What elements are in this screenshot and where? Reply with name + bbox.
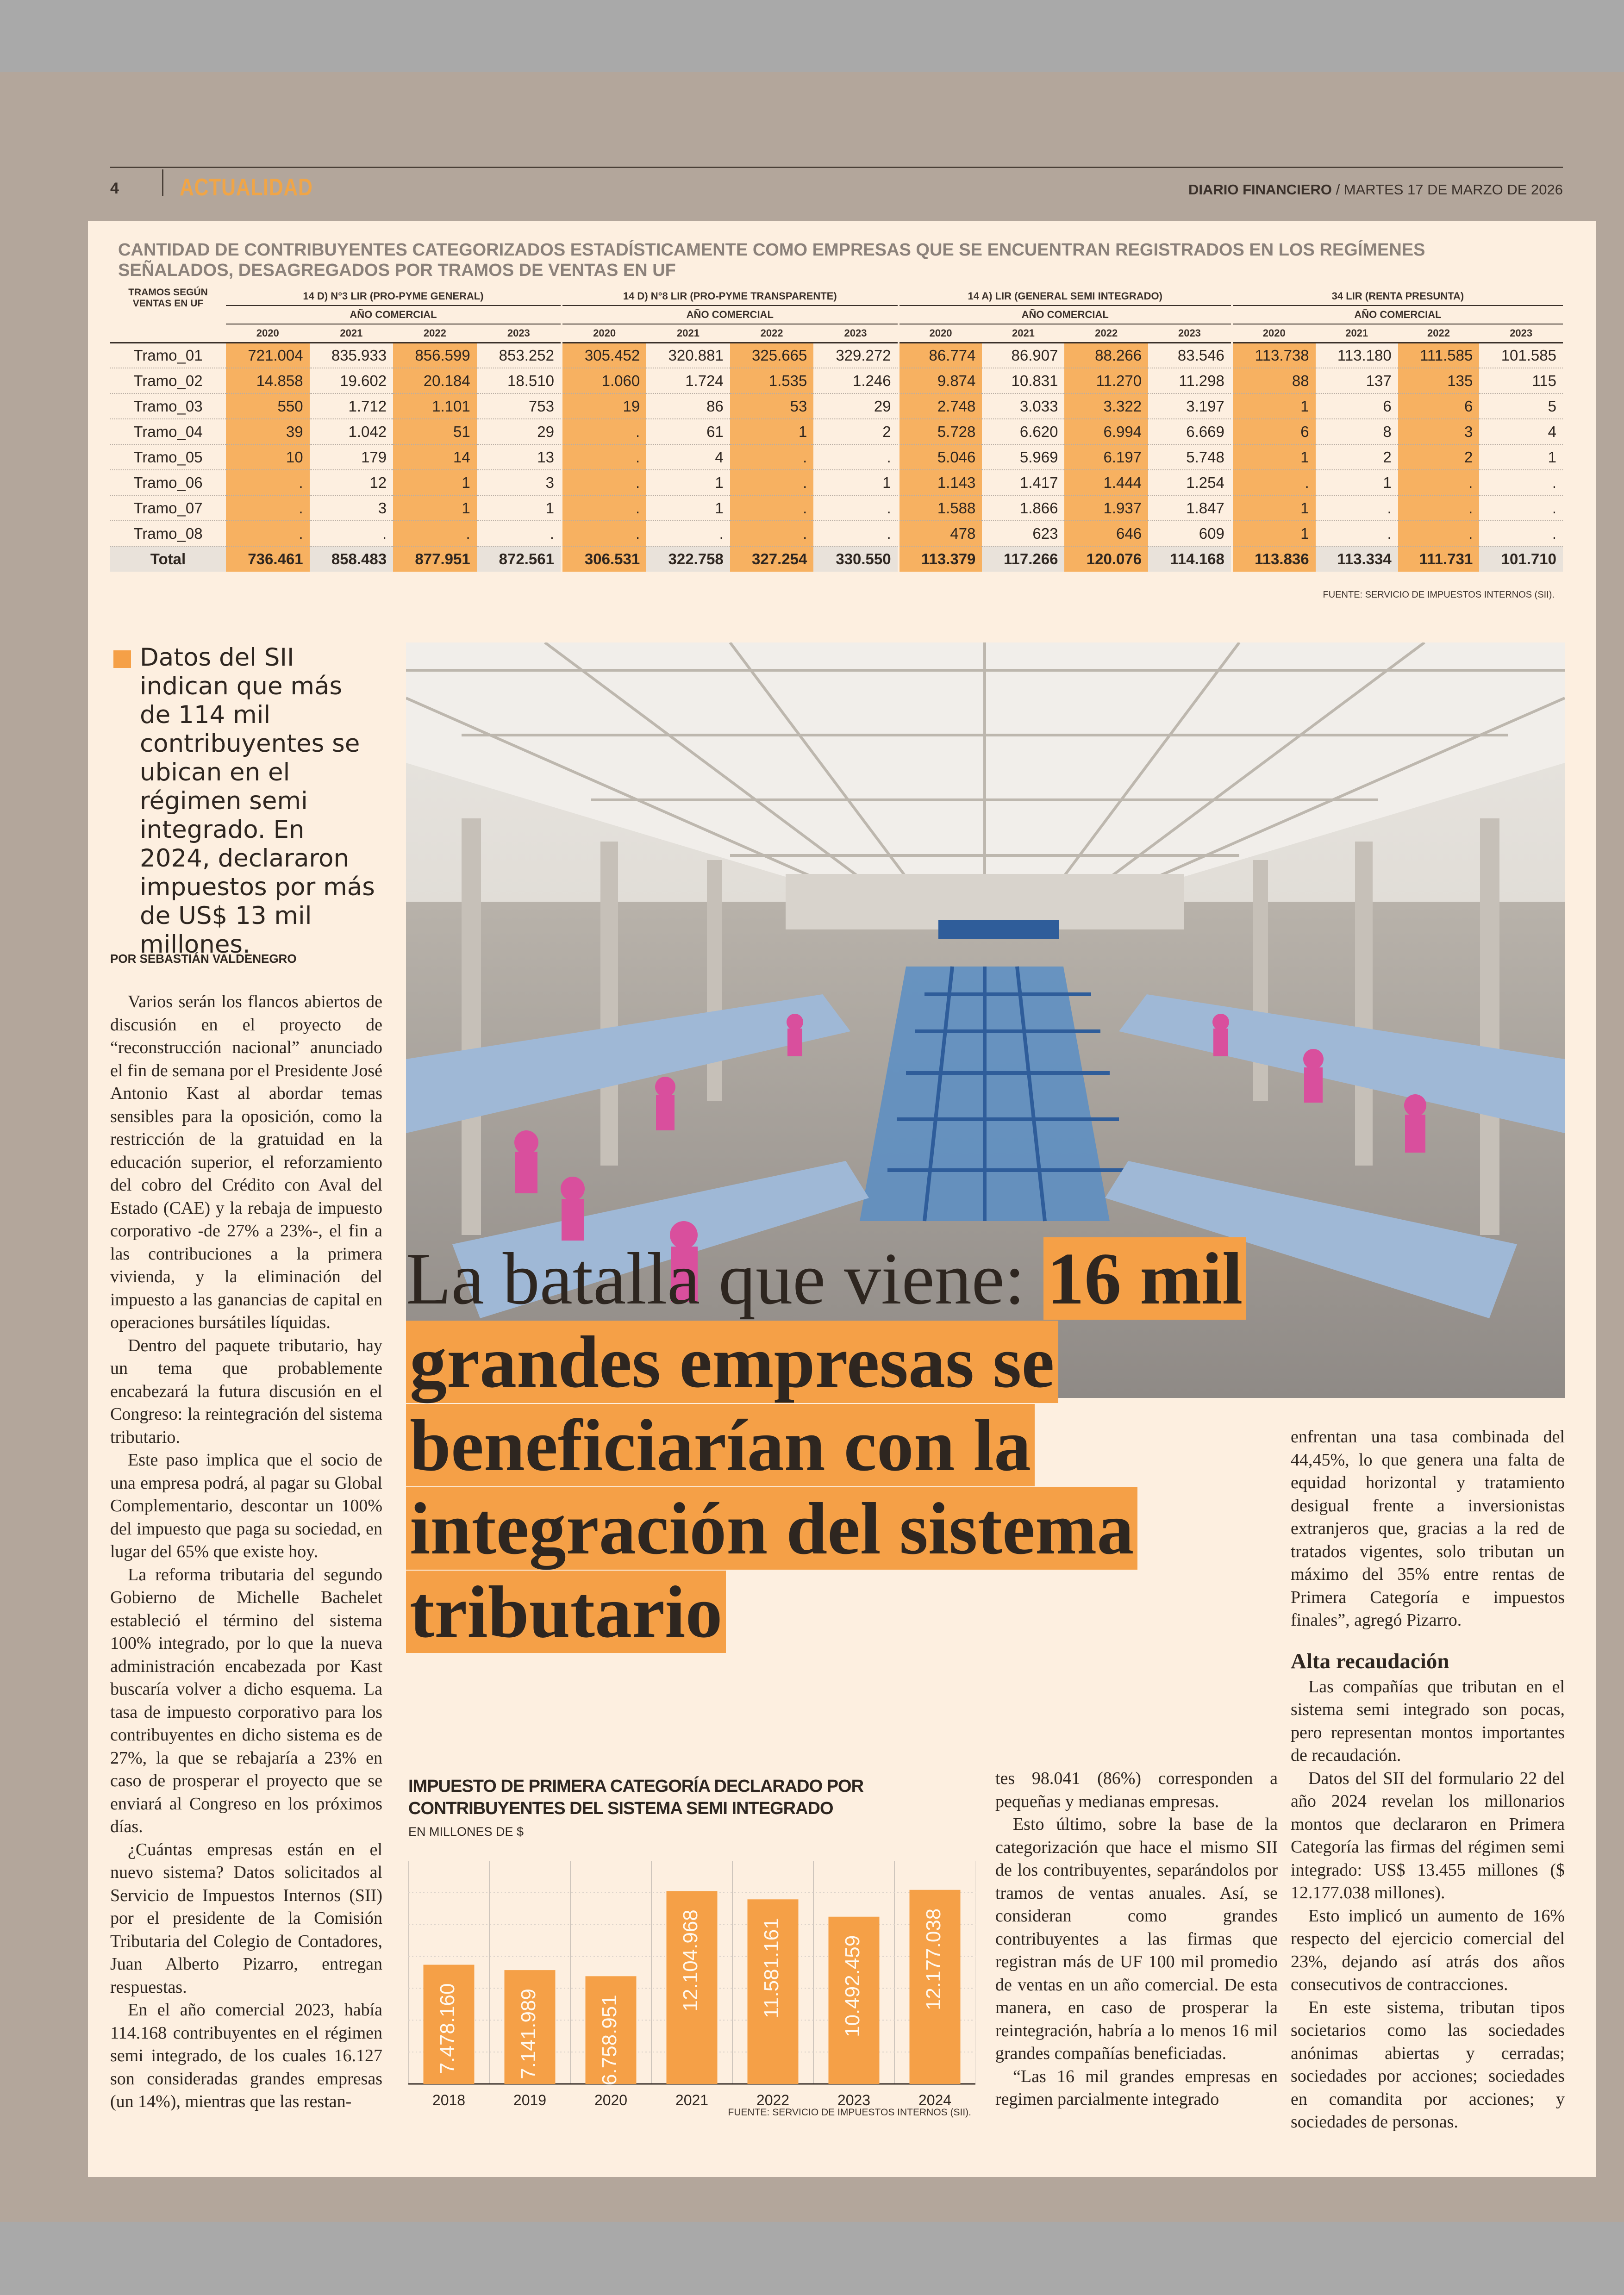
table-cell: 1 bbox=[1232, 495, 1316, 521]
row-header: TRAMOS SEGÚN VENTAS EN UF bbox=[110, 287, 226, 343]
table-cell: 6 bbox=[1398, 393, 1480, 419]
table-row bbox=[110, 444, 1563, 470]
paragraph: enfrentan una tasa combinada del 44,45%, lo que genera una falta de equidad horizontal y tratamiento desigual frente a inversionistas extranjeros que, gracias a la red de tratados vigentes, solo tributan un máximo del 35% entre rentas de Primera Categoría e impuestos finales”, agregó Pizarro. bbox=[1291, 1427, 1565, 1630]
table-cell: 9.874 bbox=[899, 368, 982, 393]
x-tick-label: 2022 bbox=[756, 2092, 790, 2108]
table-cell: . bbox=[1398, 495, 1480, 521]
year-header: 2022 bbox=[1398, 324, 1480, 343]
table-cell: 117.266 bbox=[982, 546, 1064, 572]
table-cell: 8 bbox=[1316, 419, 1398, 444]
table-cell: 2 bbox=[813, 419, 898, 444]
headline-highlight: 16 mil grandes empresas se beneficiarían con la integración del sistema tributario bbox=[406, 1237, 1246, 1653]
table-cell: . bbox=[1316, 495, 1398, 521]
table-cell: 325.665 bbox=[730, 343, 814, 368]
table-cell: 114.168 bbox=[1148, 546, 1232, 572]
table-cell: 18.510 bbox=[477, 368, 562, 393]
row-label: Tramo_05 bbox=[110, 444, 226, 470]
year-header: 2022 bbox=[1064, 324, 1148, 343]
table-cell: 623 bbox=[982, 521, 1064, 546]
table-cell: 6.620 bbox=[982, 419, 1064, 444]
table-cell: 2 bbox=[1316, 444, 1398, 470]
table-cell: 1 bbox=[1232, 521, 1316, 546]
table-cell: 856.599 bbox=[393, 343, 477, 368]
table-cell: 1.254 bbox=[1148, 470, 1232, 495]
x-tick-label: 2024 bbox=[918, 2092, 952, 2108]
table-cell: 322.758 bbox=[646, 546, 730, 572]
table-cell: 1 bbox=[813, 470, 898, 495]
table-cell: 753 bbox=[477, 393, 562, 419]
table-cell: 1.847 bbox=[1148, 495, 1232, 521]
table-cell: 5.969 bbox=[982, 444, 1064, 470]
table-cell: 306.531 bbox=[562, 546, 646, 572]
row-label: Tramo_06 bbox=[110, 470, 226, 495]
table-row bbox=[110, 419, 1563, 444]
year-header: 2022 bbox=[730, 324, 814, 343]
year-group-label: AÑO COMERCIAL bbox=[1232, 306, 1563, 324]
row-label: Tramo_04 bbox=[110, 419, 226, 444]
table-cell: 3.322 bbox=[1064, 393, 1148, 419]
row-label: Tramo_03 bbox=[110, 393, 226, 419]
year-group-label: AÑO COMERCIAL bbox=[562, 306, 899, 324]
bar-value-label: 6.758.951 bbox=[598, 1995, 621, 2086]
table-row bbox=[110, 368, 1563, 393]
section-name: ACTUALIDAD bbox=[180, 174, 313, 201]
chart-subtitle: EN MILLONES DE $ bbox=[408, 1825, 524, 1839]
x-tick-label: 2018 bbox=[432, 2092, 466, 2108]
table-cell: . bbox=[730, 521, 814, 546]
table-cell: 6.197 bbox=[1064, 444, 1148, 470]
table-cell: 478 bbox=[899, 521, 982, 546]
year-header: 2021 bbox=[982, 324, 1064, 343]
table-cell: 3 bbox=[477, 470, 562, 495]
table-cell: . bbox=[1479, 521, 1563, 546]
group-header: 34 LIR (RENTA PRESUNTA) bbox=[1232, 287, 1563, 306]
publication-date: / MARTES 17 DE MARZO DE 2026 bbox=[1331, 181, 1563, 198]
year-header: 2021 bbox=[1316, 324, 1398, 343]
table-cell: . bbox=[562, 444, 646, 470]
table-cell: 111.585 bbox=[1398, 343, 1480, 368]
table-cell: 2 bbox=[1398, 444, 1480, 470]
bar-value-label: 7.141.989 bbox=[517, 1989, 540, 2079]
table-cell: 329.272 bbox=[813, 343, 898, 368]
paragraph: En el año comercial 2023, había 114.168 contribuyentes en el régimen semi integrado, de los cuales 16.127 son consideradas grandes empresas (un 14%), mientras que las restan- bbox=[110, 2000, 382, 2111]
table-cell: 1 bbox=[1316, 470, 1398, 495]
table-cell: 113.180 bbox=[1316, 343, 1398, 368]
paragraph: ¿Cuántas empresas están en el nuevo sistema? Datos solicitados al Servicio de Impuestos Internos (SII) por el presidente de la Comisión Tributaria del Colegio de Contadores, Juan Alberto Pizarro, entregan respuestas. bbox=[110, 1840, 382, 1997]
table-cell: 29 bbox=[477, 419, 562, 444]
table-cell: 1.444 bbox=[1064, 470, 1148, 495]
paragraph: En este sistema, tributan tipos societarios como las sociedades anónimas abiertas y cerradas; sociedades por acciones; sociedades en comandita por acciones; y sociedades de personas. bbox=[1291, 1997, 1565, 2132]
table-cell: 6 bbox=[1232, 419, 1316, 444]
table-cell: 113.738 bbox=[1232, 343, 1316, 368]
table-cell: 86.907 bbox=[982, 343, 1064, 368]
table-cell: 550 bbox=[226, 393, 310, 419]
table-row bbox=[110, 393, 1563, 419]
table-cell: . bbox=[1479, 470, 1563, 495]
paragraph: “Las 16 mil grandes empresas en regimen parcialmente integrado bbox=[995, 2066, 1278, 2109]
table-cell: . bbox=[393, 521, 477, 546]
table-cell: 1.042 bbox=[310, 419, 394, 444]
paragraph: Esto implicó un aumento de 16% respecto del ejercicio comercial del 23%, dejando así atrás dos años consecutivos de contracciones. bbox=[1291, 1906, 1565, 1994]
paragraph: tes 98.041 (86%) corresponden a pequeñas y medianas empresas. bbox=[995, 1769, 1278, 1811]
table-cell: 736.461 bbox=[226, 546, 310, 572]
paragraph: Este paso implica que el socio de una empresa podrá, al pagar su Global Complementario, descontar un 100% del impuesto que paga su sociedad, en lugar del 65% que existe hoy. bbox=[110, 1450, 382, 1561]
table-cell: . bbox=[1398, 470, 1480, 495]
table-cell: 327.254 bbox=[730, 546, 814, 572]
table-cell: 853.252 bbox=[477, 343, 562, 368]
table-cell: 3.197 bbox=[1148, 393, 1232, 419]
table-cell: . bbox=[813, 521, 898, 546]
table-cell: 20.184 bbox=[393, 368, 477, 393]
table-cell: 1.724 bbox=[646, 368, 730, 393]
table-cell: 1.866 bbox=[982, 495, 1064, 521]
table-cell: 113.836 bbox=[1232, 546, 1316, 572]
masthead bbox=[1188, 181, 1563, 198]
table-cell: 1 bbox=[646, 495, 730, 521]
paragraph: La reforma tributaria del segundo Gobierno de Michelle Bachelet estableció el término del sistema 100% integrado, por lo que la nueva administración encabezada por Kast buscaría volver a dicho esquema. La tasa de impuesto corporativo para los contribuyentes en dicho sistema es de 27%, la que se rebajaría a 23% en caso de prosperar el proyecto que se enviará al Congreso en los próximos días. bbox=[110, 1565, 382, 1836]
viewer-bottom-bar bbox=[0, 2222, 1624, 2295]
year-group-label: AÑO COMERCIAL bbox=[899, 306, 1232, 324]
year-header: 2020 bbox=[562, 324, 646, 343]
publication-name: DIARIO FINANCIERO bbox=[1188, 181, 1332, 198]
group-header: 14 D) N°3 LIR (PRO-PYME GENERAL) bbox=[226, 287, 562, 306]
bar-value-label: 11.581.161 bbox=[760, 1918, 783, 2019]
table-cell: . bbox=[730, 470, 814, 495]
table-cell: 51 bbox=[393, 419, 477, 444]
table-cell: 5.728 bbox=[899, 419, 982, 444]
table-cell: 61 bbox=[646, 419, 730, 444]
table-cell: . bbox=[1398, 521, 1480, 546]
table-cell: . bbox=[813, 444, 898, 470]
table-cell: 4 bbox=[646, 444, 730, 470]
table-cell: 6 bbox=[1316, 393, 1398, 419]
table-cell: 1.535 bbox=[730, 368, 814, 393]
table-cell: 4 bbox=[1479, 419, 1563, 444]
table-cell: 11.298 bbox=[1148, 368, 1232, 393]
year-header: 2020 bbox=[1232, 324, 1316, 343]
row-label: Total bbox=[110, 546, 226, 572]
table-cell: 3 bbox=[310, 495, 394, 521]
table-cell: . bbox=[477, 521, 562, 546]
x-tick-label: 2023 bbox=[837, 2092, 871, 2108]
table-cell: 1 bbox=[1479, 444, 1563, 470]
headline bbox=[406, 1237, 1276, 1653]
table-cell: 5 bbox=[1479, 393, 1563, 419]
table-cell: 19.602 bbox=[310, 368, 394, 393]
table-cell: 1.417 bbox=[982, 470, 1064, 495]
table-cell: 86 bbox=[646, 393, 730, 419]
header-rule bbox=[110, 167, 1563, 168]
table-row bbox=[110, 470, 1563, 495]
table-cell: 646 bbox=[1064, 521, 1148, 546]
group-header: 14 A) LIR (GENERAL SEMI INTEGRADO) bbox=[899, 287, 1232, 306]
tax-bar-chart bbox=[408, 1856, 975, 2125]
table-cell: 3.033 bbox=[982, 393, 1064, 419]
body-column-3 bbox=[995, 1767, 1278, 2111]
table-cell: . bbox=[813, 495, 898, 521]
year-group-label: AÑO COMERCIAL bbox=[226, 306, 562, 324]
table-cell: 13 bbox=[477, 444, 562, 470]
table-cell: 1.712 bbox=[310, 393, 394, 419]
table-cell: 86.774 bbox=[899, 343, 982, 368]
table-cell: . bbox=[226, 470, 310, 495]
year-header: 2021 bbox=[646, 324, 730, 343]
bar-value-label: 7.478.160 bbox=[436, 1983, 459, 2074]
bar-value-label: 12.104.968 bbox=[679, 1909, 702, 2012]
table-cell: 39 bbox=[226, 419, 310, 444]
table-cell: 1 bbox=[646, 470, 730, 495]
table-cell: 330.550 bbox=[813, 546, 898, 572]
table-cell: 1.588 bbox=[899, 495, 982, 521]
table-cell: 19 bbox=[562, 393, 646, 419]
table-cell: 305.452 bbox=[562, 343, 646, 368]
year-header: 2020 bbox=[899, 324, 982, 343]
table-cell: 10.831 bbox=[982, 368, 1064, 393]
table-cell: 721.004 bbox=[226, 343, 310, 368]
body-column-1 bbox=[110, 991, 382, 2114]
table-cell: . bbox=[1316, 521, 1398, 546]
table-cell: 1.060 bbox=[562, 368, 646, 393]
table-cell: 877.951 bbox=[393, 546, 477, 572]
year-header: 2021 bbox=[310, 324, 394, 343]
table-cell: 3 bbox=[1398, 419, 1480, 444]
paragraph: Varios serán los flancos abiertos de discusión en el proyecto de “reconstrucción nacional” anunciado el fin de semana por el Presidente José Antonio Kast al abordar temas sensibles para la oposición, como la restricción de la gratuidad en la educación superior, el reforzamiento del cobro del Crédito con Aval del Estado (CAE) y la rebaja de impuesto corporativo -de 27% a 23%-, el fin a las contribuciones a la primera vivienda, y la eliminación del impuesto a las ganancias de capital en operaciones bursátiles líquidas. bbox=[110, 992, 382, 1332]
table-cell: 2.748 bbox=[899, 393, 982, 419]
lead-bullet bbox=[113, 650, 131, 668]
table-row bbox=[110, 521, 1563, 546]
row-label: Tramo_08 bbox=[110, 521, 226, 546]
table-row bbox=[110, 495, 1563, 521]
table-cell: 835.933 bbox=[310, 343, 394, 368]
table-cell: 115 bbox=[1479, 368, 1563, 393]
table-cell: 1 bbox=[730, 419, 814, 444]
table-cell: 10 bbox=[226, 444, 310, 470]
table-source: FUENTE: SERVICIO DE IMPUESTOS INTERNOS (SII). bbox=[1323, 590, 1555, 600]
table-cell: 14.858 bbox=[226, 368, 310, 393]
table-cell: . bbox=[562, 495, 646, 521]
year-header: 2023 bbox=[1148, 324, 1232, 343]
table-total-row bbox=[110, 546, 1563, 572]
table-cell: 88 bbox=[1232, 368, 1316, 393]
table-cell: 858.483 bbox=[310, 546, 394, 572]
year-header: 2020 bbox=[226, 324, 310, 343]
row-label: Tramo_01 bbox=[110, 343, 226, 368]
bar-value-label: 10.492.459 bbox=[841, 1935, 864, 2037]
table-cell: 120.076 bbox=[1064, 546, 1148, 572]
table-cell: 1.143 bbox=[899, 470, 982, 495]
table-cell: 1 bbox=[477, 495, 562, 521]
table-cell: 137 bbox=[1316, 368, 1398, 393]
row-label: Tramo_02 bbox=[110, 368, 226, 393]
subheading: Alta recaudación bbox=[1291, 1649, 1449, 1673]
paragraph: Datos del SII del formulario 22 del año 2024 revelan los millonarios montos que declararon en Primera Categoría las firmas del régimen semi integrado: US$ 13.455 millones ($ 12.177.038 millones). bbox=[1291, 1768, 1565, 1902]
table-cell: . bbox=[1232, 470, 1316, 495]
x-tick-label: 2019 bbox=[513, 2092, 547, 2108]
table-cell: 1.246 bbox=[813, 368, 898, 393]
table-cell: 83.546 bbox=[1148, 343, 1232, 368]
table-cell: 113.379 bbox=[899, 546, 982, 572]
table-cell: 6.994 bbox=[1064, 419, 1148, 444]
x-tick-label: 2021 bbox=[675, 2092, 709, 2108]
table-cell: 5.046 bbox=[899, 444, 982, 470]
viewer-top-bar bbox=[0, 0, 1624, 72]
table-cell: . bbox=[1479, 495, 1563, 521]
table-cell: 5.748 bbox=[1148, 444, 1232, 470]
year-header: 2023 bbox=[477, 324, 562, 343]
table-cell: 872.561 bbox=[477, 546, 562, 572]
table-cell: 179 bbox=[310, 444, 394, 470]
year-header: 2023 bbox=[813, 324, 898, 343]
table-cell: 135 bbox=[1398, 368, 1480, 393]
data-table bbox=[110, 287, 1563, 572]
header-separator bbox=[162, 169, 163, 196]
table-cell: 1 bbox=[1232, 444, 1316, 470]
table-cell: 29 bbox=[813, 393, 898, 419]
table-cell: 12 bbox=[310, 470, 394, 495]
table-cell: 1.101 bbox=[393, 393, 477, 419]
page-number: 4 bbox=[110, 180, 119, 197]
year-header: 2023 bbox=[1479, 324, 1563, 343]
paragraph: Esto último, sobre la base de la categorización que hace el mismo SII de los contribuyentes, separándolos por tramos de ventas anuales. Así, se consideran como grandes contribuyentes a las firmas que registran más de UF 100 mil promedio de ventas en un año comercial. De esta manera, en caso de prosperar la reintegración, habría a lo menos 16 mil grandes compañías beneficiadas. bbox=[995, 1815, 1278, 2063]
table-cell: 53 bbox=[730, 393, 814, 419]
group-header: 14 D) N°8 LIR (PRO-PYME TRANSPARENTE) bbox=[562, 287, 899, 306]
table-cell: 1 bbox=[393, 470, 477, 495]
table-cell: . bbox=[562, 470, 646, 495]
table-cell: 101.710 bbox=[1479, 546, 1563, 572]
table-cell: . bbox=[310, 521, 394, 546]
bar-value-label: 12.177.038 bbox=[922, 1908, 945, 2010]
table-cell: 101.585 bbox=[1479, 343, 1563, 368]
chart-title: IMPUESTO DE PRIMERA CATEGORÍA DECLARADO POR CONTRIBUYENTES DEL SISTEMA SEMI INTEGRADO bbox=[408, 1777, 864, 1818]
table-cell: . bbox=[730, 495, 814, 521]
table-cell: 1 bbox=[393, 495, 477, 521]
row-label: Tramo_07 bbox=[110, 495, 226, 521]
table-cell: 1.937 bbox=[1064, 495, 1148, 521]
chart-source: FUENTE: SERVICIO DE IMPUESTOS INTERNOS (SII). bbox=[728, 2107, 971, 2118]
table-title: CANTIDAD DE CONTRIBUYENTES CATEGORIZADOS ESTADÍSTICAMENTE COMO EMPRESAS QUE SE ENCUENTRAN REGISTRADOS EN LOS REGÍMENES SEÑALADOS, DESAGREGADOS POR TRAMOS DE VENTAS EN UF bbox=[118, 240, 1425, 280]
headline-intro: La batalla que viene: bbox=[406, 1237, 1044, 1320]
table-cell: . bbox=[562, 521, 646, 546]
table-cell: . bbox=[730, 444, 814, 470]
table-cell: 111.731 bbox=[1398, 546, 1480, 572]
table-cell: 609 bbox=[1148, 521, 1232, 546]
table-cell: 11.270 bbox=[1064, 368, 1148, 393]
x-tick-label: 2020 bbox=[594, 2092, 628, 2108]
year-header: 2022 bbox=[393, 324, 477, 343]
table-row bbox=[110, 343, 1563, 368]
lead-text: Datos del SII indican que más de 114 mil contribuyentes se ubican en el régimen semi integrado. En 2024, declararon impuestos por más de US$ 13 mil millones. bbox=[140, 643, 375, 959]
paragraph: Dentro del paquete tributario, hay un tema que probablemente encabezará la futura discusión en el Congreso: la reintegración del sistema tributario. bbox=[110, 1335, 382, 1447]
table-cell: 1 bbox=[1232, 393, 1316, 419]
table-cell: 14 bbox=[393, 444, 477, 470]
paragraph: Las compañías que tributan en el sistema semi integrado son pocas, pero representan montos importantes de recaudación. bbox=[1291, 1677, 1565, 1765]
table-cell: 88.266 bbox=[1064, 343, 1148, 368]
body-column-4 bbox=[1291, 1426, 1565, 2134]
table-cell: . bbox=[226, 495, 310, 521]
table-cell: . bbox=[562, 419, 646, 444]
table-cell: . bbox=[646, 521, 730, 546]
table-cell: 320.881 bbox=[646, 343, 730, 368]
table-cell: . bbox=[226, 521, 310, 546]
table-cell: 6.669 bbox=[1148, 419, 1232, 444]
table-cell: 113.334 bbox=[1316, 546, 1398, 572]
byline: POR SEBASTIÁN VALDENEGRO bbox=[110, 952, 297, 966]
